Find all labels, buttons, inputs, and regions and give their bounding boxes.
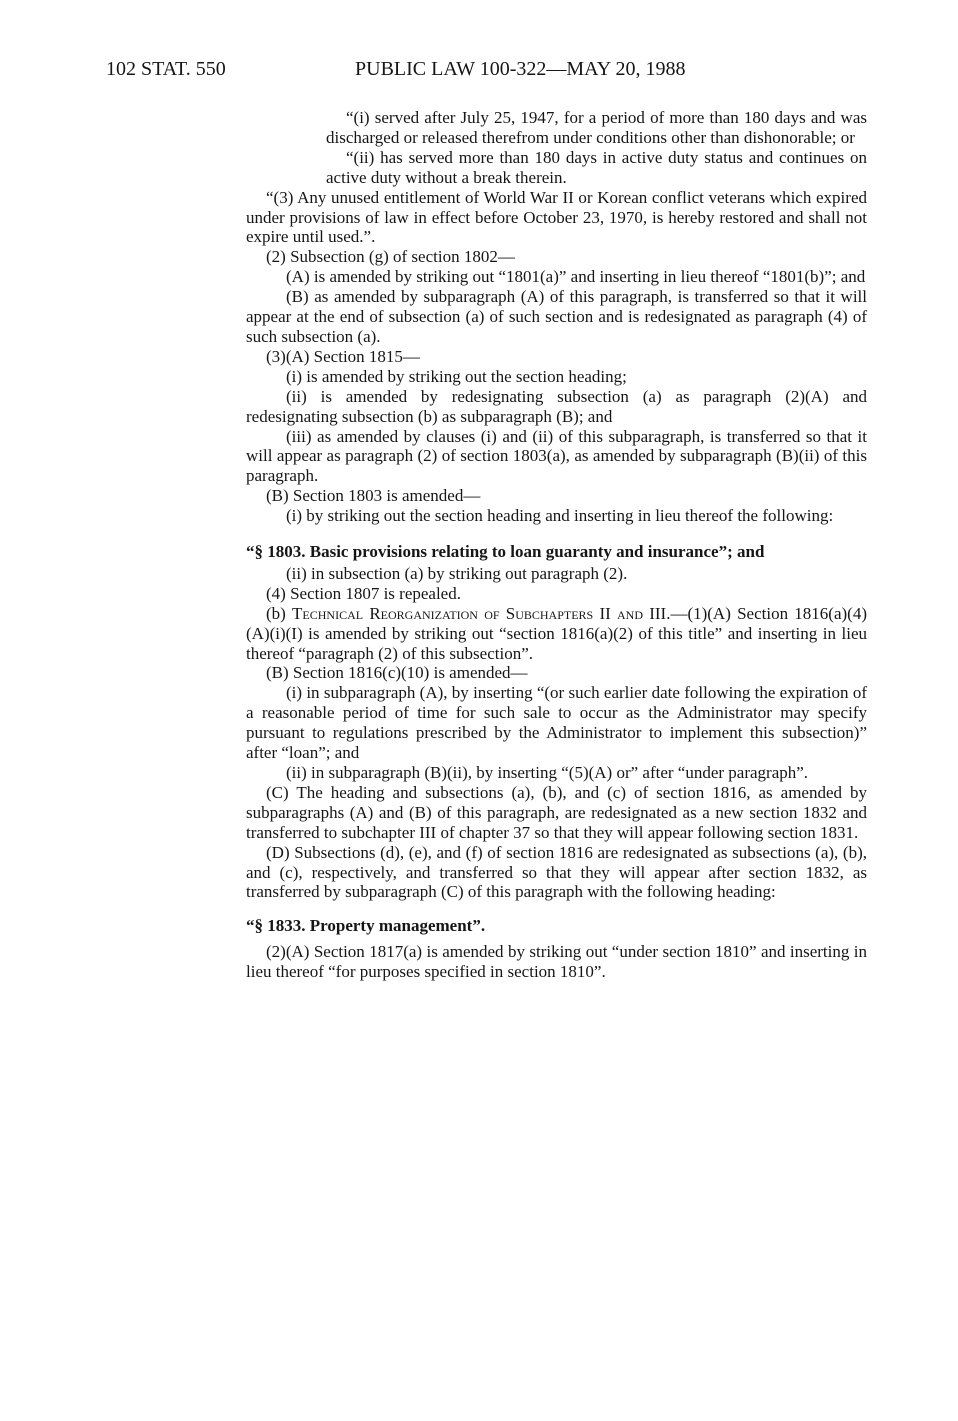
subsection-b-text [246, 604, 867, 664]
paragraph-4-text: (4) Section 1807 is repealed. [266, 583, 461, 603]
statute-page-number: 102 STAT. 550 [106, 58, 226, 80]
clause-i-section-1803: (i) by striking out the section heading and inserting in lieu thereof the following: [286, 506, 834, 526]
page-header [0, 58, 958, 88]
document-body [246, 108, 867, 982]
public-law-title: PUBLIC LAW 100-322—MAY 20, 1988 [355, 58, 686, 80]
clause-i-section-1815: (i) is amended by striking out the section heading; [286, 366, 627, 386]
subparagraph-C-text: (C) The heading and subsections (a), (b), and (c) of section 1816, as amended by subparagraphs (A) and (B) of this paragraph, are redesignated as a new section 1832 and transferred to subchapter III of chapter 37 so that they will appear following section 1831. [246, 782, 867, 842]
clause-i-section-1816: (i) in subparagraph (A), by inserting “(or such earlier date following the expiration of a reasonable period of time for such sale to occur as the Administrator may specify pursuant to regulations prescribed by the Administrator to implement this subsection)” after “loan”; and [246, 683, 867, 763]
section-1803-heading: “§ 1803. Basic provisions relating to loan guaranty and insurance”; and [246, 542, 765, 562]
subparagraph-B-section-1803: (B) Section 1803 is amended— [266, 486, 481, 506]
section-1833-heading: “§ 1833. Property management”. [246, 916, 486, 936]
clause-ii-section-1803: (ii) in subsection (a) by striking out paragraph (2). [286, 563, 628, 583]
subsection-b-rest: .—(1)(A) Section 1816(a)(4)(A)(i)(I) is amended by striking out “section 1816(a)(2) of this title” and inserting in lieu thereof “paragraph (2) of this subsection”. [246, 603, 867, 663]
paragraph-3A-lead: (3)(A) Section 1815— [266, 346, 420, 366]
subsection-b-lead: (b) [266, 603, 293, 623]
subparagraph-D-text: (D) Subsections (d), (e), and (f) of section 1816 are redesignated as subsections (a), (b), and (c), respectively, and transferred so that they will appear after section 1832, as transferred by subparagraph (C) of this paragraph with the following heading: [246, 842, 867, 902]
subparagraph-A-text: (A) is amended by striking out “1801(a)” and inserting in lieu thereof “1801(b)”; and [286, 267, 866, 287]
subparagraph-B-text: (B) as amended by subparagraph (A) of this paragraph, is transferred so that it will appear at the end of subsection (a) of such section and is redesignated as paragraph (4) of such subsection (a). [246, 287, 867, 346]
clause-ii-text: “(ii) has served more than 180 days in active duty status and continues on active duty without a break therein. [326, 147, 867, 187]
clause-iii-section-1815: (iii) as amended by clauses (i) and (ii) of this subparagraph, is transferred so that it will appear as paragraph (2) of section 1803(a), as amended by subparagraph (B)(ii) of this paragraph. [246, 426, 867, 486]
paragraph-2A-text: (2)(A) Section 1817(a) is amended by striking out “under section 1810” and inserting in lieu thereof “for purposes specified in section 1810”. [246, 942, 867, 982]
subparagraph-B-section-1816: (B) Section 1816(c)(10) is amended— [266, 663, 528, 683]
clause-ii-section-1816: (ii) in subparagraph (B)(ii), by inserting “(5)(A) or” after “under paragraph”. [286, 763, 809, 782]
paragraph-3-text: “(3) Any unused entitlement of World War II or Korean conflict veterans which expired under provisions of law in effect before October 23, 1970, is hereby restored and shall not expire until used.”. [246, 187, 867, 247]
clause-ii-section-1815: (ii) is amended by redesignating subsection (a) as paragraph (2)(A) and redesignating subsection (b) as subparagraph (B); and [246, 386, 867, 426]
subsection-b-caption: Technical Reorganization of Subchapters II and III [292, 603, 667, 623]
clause-i-text: “(i) served after July 25, 1947, for a period of more than 180 days and was discharged or released therefrom under conditions other than dishonorable; or [326, 108, 867, 147]
paragraph-2-lead: (2) Subsection (g) of section 1802— [266, 247, 515, 267]
